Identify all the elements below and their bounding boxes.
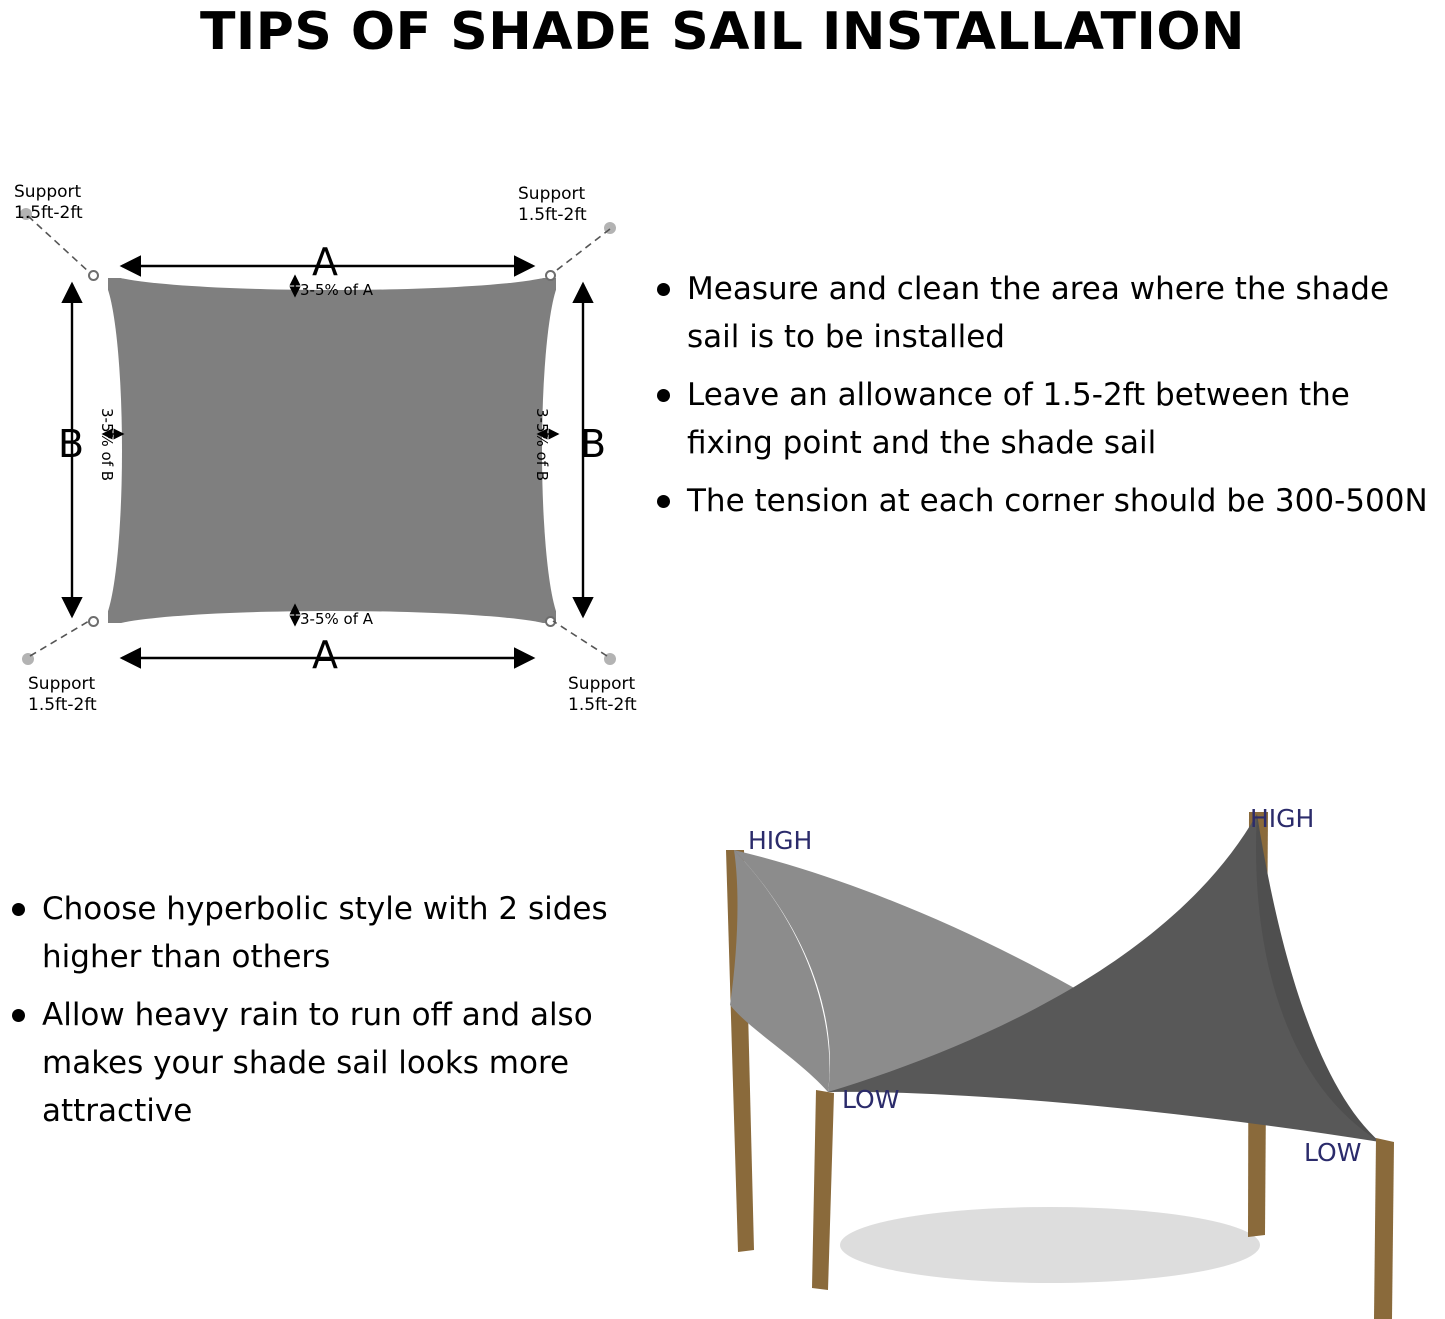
label-low-right: LOW: [1304, 1138, 1362, 1167]
support-label-bottom-right: [568, 674, 637, 717]
dimension-label-top-a: A: [312, 240, 338, 284]
page-title: TIPS OF SHADE SAIL INSTALLATION: [199, 2, 1246, 62]
support-label-line1: Support: [568, 674, 636, 694]
ground-shadow: [840, 1207, 1260, 1283]
label-low-left: LOW: [842, 1085, 900, 1114]
list-item: Choose hyperbolic style with 2 sides higher than others: [0, 885, 620, 981]
list-item: Leave an allowance of 1.5-2ft between the fixing point and the shade sail: [645, 371, 1445, 467]
tips-left-block: [0, 885, 620, 1145]
support-label-line1: Support: [28, 674, 96, 694]
label-high-left: HIGH: [748, 826, 813, 855]
tips-right-block: [645, 265, 1445, 535]
post-low-right: [1374, 1138, 1394, 1319]
hyperbolic-sail-graphic: [620, 790, 1445, 1319]
support-label-top-right: [518, 184, 587, 227]
support-label-line2: 1.5ft-2ft: [568, 695, 637, 716]
support-label-line1: Support: [14, 182, 82, 202]
support-label-top-left: [14, 182, 83, 225]
support-label-line2: 1.5ft-2ft: [518, 205, 587, 226]
support-label-line2: 1.5ft-2ft: [14, 203, 83, 224]
dimension-label-left-b: B: [58, 422, 85, 466]
allowance-label-bottom: 3-5% of A: [300, 610, 374, 628]
tips-left-list: [0, 885, 620, 1135]
tips-right-list: [645, 265, 1445, 525]
allowance-label-top: 3-5% of A: [300, 281, 374, 299]
dimension-label-right-b: B: [580, 422, 607, 466]
support-label-line2: 1.5ft-2ft: [28, 695, 97, 716]
list-item: The tension at each corner should be 300-500N: [645, 477, 1445, 525]
support-label-bottom-left: [28, 674, 97, 717]
support-label-line1: Support: [518, 184, 586, 204]
list-item: Measure and clean the area where the shade sail is to be installed: [645, 265, 1445, 361]
rectangular-sail-diagram: [0, 150, 660, 730]
allowance-label-left: 3-5% of B: [98, 408, 116, 482]
allowance-label-right: 3-5% of B: [533, 408, 551, 482]
post-low-left: [812, 1090, 834, 1290]
hyperbolic-sail-illustration: [620, 790, 1445, 1319]
dimension-label-bottom-a: A: [312, 633, 338, 677]
list-item: Allow heavy rain to run off and also makes your shade sail looks more attractive: [0, 991, 620, 1135]
label-high-right: HIGH: [1250, 804, 1315, 833]
